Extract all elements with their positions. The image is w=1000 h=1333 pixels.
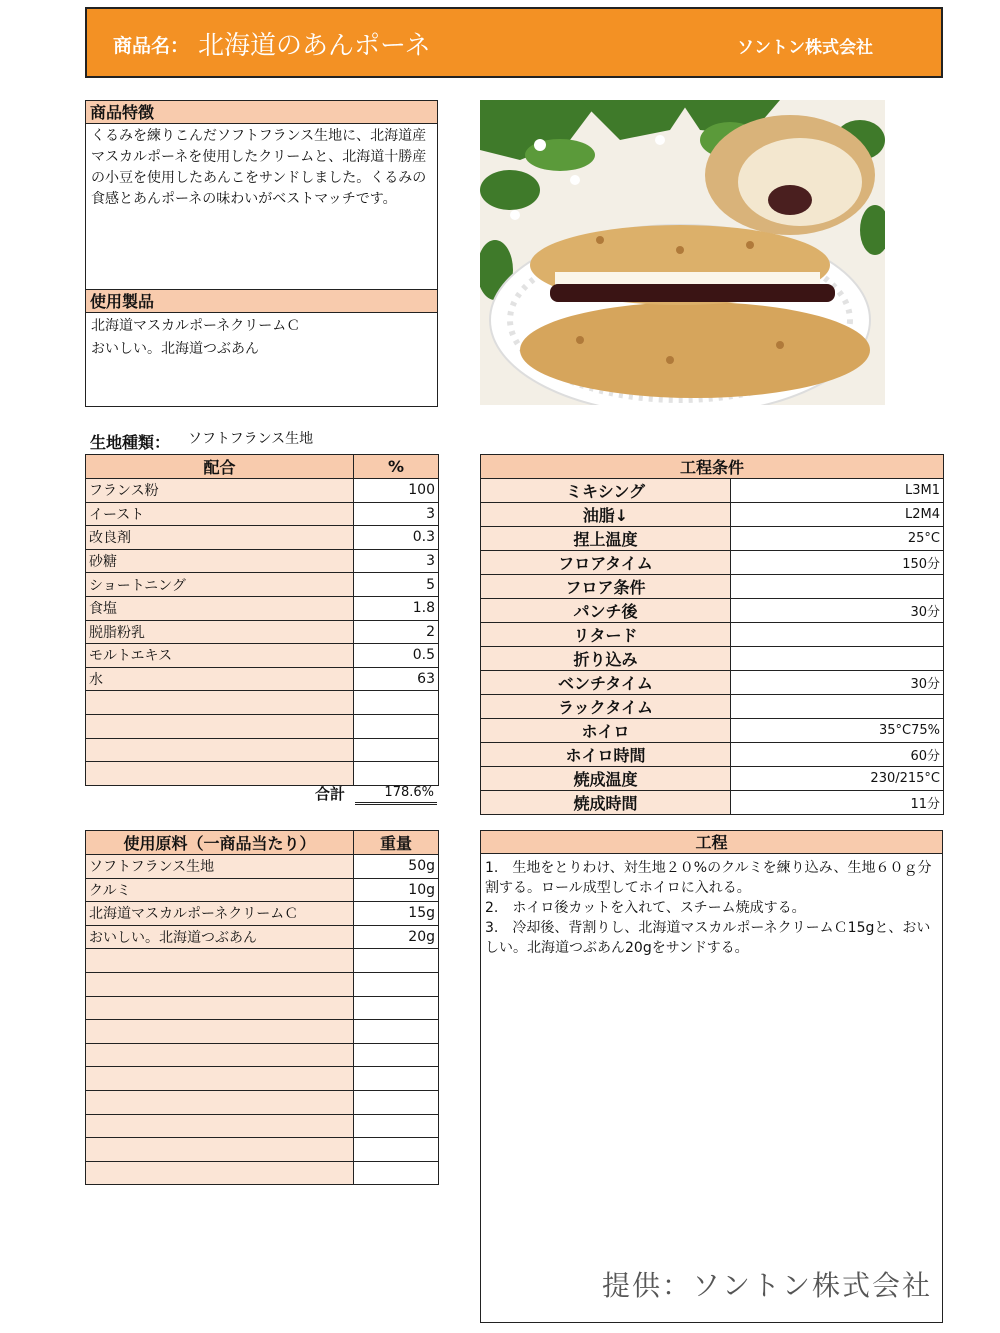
product-photo <box>480 100 885 405</box>
features-box <box>85 100 438 290</box>
ingredient-row-value <box>354 949 439 973</box>
formula-row-name: 砂糖 <box>86 549 354 573</box>
product-name: 北海道のあんポーネ <box>198 31 431 61</box>
features-text: くるみを練りこんだソフトフランス生地に、北海道産マスカルポーネを使用したクリームと、北海道十勝産の小豆を使用したあんこをサンドしました。くるみの食感とあんポーネの味わいがベストマッチです。 <box>91 128 427 207</box>
ingredient-row <box>86 1161 439 1185</box>
formula-row <box>86 620 439 644</box>
formula-total-label: 合計 <box>315 785 346 803</box>
ingredient-row <box>86 996 439 1020</box>
formula-header-percent: % <box>354 455 439 479</box>
formula-row <box>86 502 439 526</box>
process-conditions-header: 工程条件 <box>481 455 944 479</box>
condition-row-value: 230/215°C <box>731 767 944 791</box>
ingredient-row-value: 10g <box>354 878 439 902</box>
condition-row-name: リタード <box>481 623 731 647</box>
condition-row <box>481 719 944 743</box>
process-conditions-table <box>480 454 944 815</box>
condition-row-name: ホイロ時間 <box>481 743 731 767</box>
condition-row-value: L3M1 <box>731 479 944 503</box>
condition-row-name: ラックタイム <box>481 695 731 719</box>
company-name: ソントン株式会社 <box>737 38 873 58</box>
formula-row <box>86 691 439 715</box>
condition-row-name: パンチ後 <box>481 599 731 623</box>
process-heading: 工程 <box>481 831 942 854</box>
ingredient-row <box>86 1138 439 1162</box>
formula-row-name: 改良剤 <box>86 526 354 550</box>
formula-row-value: 1.8 <box>354 596 439 620</box>
ingredient-row-name <box>86 1043 354 1067</box>
condition-row-name: ベンチタイム <box>481 671 731 695</box>
ingredient-row-name <box>86 1161 354 1185</box>
product-used-item: おいしい。北海道つぶあん <box>91 341 259 357</box>
condition-row <box>481 479 944 503</box>
formula-row <box>86 526 439 550</box>
formula-row <box>86 596 439 620</box>
ingredient-row-value: 50g <box>354 855 439 879</box>
formula-row-value: 2 <box>354 620 439 644</box>
condition-row-value: 11分 <box>731 791 944 815</box>
product-name-label: 商品名： <box>113 35 190 57</box>
ingredient-row <box>86 949 439 973</box>
ingredient-row-name <box>86 1020 354 1044</box>
ingredient-row <box>86 902 439 926</box>
formula-header-name: 配合 <box>86 455 354 479</box>
condition-row-value: 30分 <box>731 599 944 623</box>
formula-row-value: 3 <box>354 549 439 573</box>
products-used-box <box>85 289 438 407</box>
condition-row <box>481 695 944 719</box>
ingredients-table <box>85 830 439 1185</box>
ingredient-row-value <box>354 1043 439 1067</box>
ingredient-row-value <box>354 1138 439 1162</box>
condition-row <box>481 743 944 767</box>
ingredient-row <box>86 1043 439 1067</box>
condition-row <box>481 671 944 695</box>
condition-row <box>481 527 944 551</box>
condition-row <box>481 791 944 815</box>
ingredient-row <box>86 1090 439 1114</box>
formula-row <box>86 479 439 503</box>
formula-row-name <box>86 691 354 715</box>
formula-row <box>86 573 439 597</box>
condition-row-value: 25°C <box>731 527 944 551</box>
formula-row <box>86 667 439 691</box>
condition-row-name: フロアタイム <box>481 551 731 575</box>
ingredient-row-value <box>354 1114 439 1138</box>
formula-row-name: フランス粉 <box>86 479 354 503</box>
formula-row <box>86 549 439 573</box>
formula-row-value: 63 <box>354 667 439 691</box>
condition-row-value: L2M4 <box>731 503 944 527</box>
ingredient-row-name <box>86 1138 354 1162</box>
condition-row <box>481 623 944 647</box>
formula-row <box>86 714 439 738</box>
condition-row-value <box>731 623 944 647</box>
features-heading: 商品特徴 <box>86 101 437 124</box>
ingredient-row <box>86 1114 439 1138</box>
ingredient-row-value <box>354 1090 439 1114</box>
ingredient-row-name <box>86 949 354 973</box>
process-step: 3. 冷却後、背割りし、北海道マスカルポーネクリームＣ15gと、おいしい。北海道つぶあん20gをサンドする。 <box>485 920 931 956</box>
ingredient-row-name: クルミ <box>86 878 354 902</box>
condition-row <box>481 503 944 527</box>
ingredient-row <box>86 925 439 949</box>
formula-row-name <box>86 714 354 738</box>
dough-type-value: ソフトフランス生地 <box>188 431 314 447</box>
ingredient-row-name: おいしい。北海道つぶあん <box>86 925 354 949</box>
condition-row-value <box>731 695 944 719</box>
formula-row-value <box>354 714 439 738</box>
formula-row <box>86 762 439 786</box>
condition-row-name: 焼成温度 <box>481 767 731 791</box>
formula-row-name: イースト <box>86 502 354 526</box>
ingredient-row-value: 15g <box>354 902 439 926</box>
condition-row-value <box>731 647 944 671</box>
formula-row <box>86 738 439 762</box>
formula-row-value <box>354 691 439 715</box>
formula-rows <box>86 479 439 786</box>
process-box <box>480 830 943 1323</box>
condition-row-value: 150分 <box>731 551 944 575</box>
condition-row-name: ホイロ <box>481 719 731 743</box>
condition-row-value: 35°C75% <box>731 719 944 743</box>
formula-row-name <box>86 738 354 762</box>
ingredient-row-value <box>354 1067 439 1091</box>
formula-row-value: 100 <box>354 479 439 503</box>
formula-table <box>85 454 439 786</box>
ingredient-row-name <box>86 1067 354 1091</box>
formula-row-name: モルトエキス <box>86 644 354 668</box>
formula-row-name <box>86 762 354 786</box>
ingredient-row <box>86 878 439 902</box>
formula-row-name: 水 <box>86 667 354 691</box>
ingredient-row-value <box>354 996 439 1020</box>
condition-row-value: 30分 <box>731 671 944 695</box>
provided-by: 提供：ソントン株式会社 <box>601 1269 932 1302</box>
formula-row-value: 5 <box>354 573 439 597</box>
ingredient-row <box>86 972 439 996</box>
process-conditions-rows <box>481 479 944 815</box>
products-used-heading: 使用製品 <box>86 290 437 313</box>
ingredient-row-name <box>86 972 354 996</box>
condition-row-name: 油脂↓ <box>481 503 731 527</box>
condition-row-name: フロア条件 <box>481 575 731 599</box>
ingredient-row-name <box>86 996 354 1020</box>
ingredient-row-name <box>86 1114 354 1138</box>
formula-row-name: 食塩 <box>86 596 354 620</box>
formula-total-value: 178.6% <box>355 785 437 805</box>
formula-row-value <box>354 762 439 786</box>
ingredient-row-name: 北海道マスカルポーネクリームＣ <box>86 902 354 926</box>
condition-row <box>481 647 944 671</box>
ingredients-header-weight: 重量 <box>354 831 439 855</box>
condition-row-value <box>731 575 944 599</box>
ingredient-row <box>86 1067 439 1091</box>
process-step: 2. ホイロ後カットを入れて、スチーム焼成する。 <box>485 900 806 916</box>
condition-row <box>481 551 944 575</box>
formula-row-value: 0.3 <box>354 526 439 550</box>
ingredient-row-name: ソフトフランス生地 <box>86 855 354 879</box>
condition-row-name: ミキシング <box>481 479 731 503</box>
product-used-item: 北海道マスカルポーネクリームＣ <box>91 318 301 334</box>
ingredient-row-value: 20g <box>354 925 439 949</box>
header-bar <box>85 7 943 78</box>
process-step: 1. 生地をとりわけ、対生地２０%のクルミを練り込み、生地６０ｇ分割する。ロール成型してホイロに入れる。 <box>485 860 932 896</box>
condition-row-name: 折り込み <box>481 647 731 671</box>
formula-row-value <box>354 738 439 762</box>
ingredients-header-name: 使用原料（一商品当たり） <box>86 831 354 855</box>
condition-row-value: 60分 <box>731 743 944 767</box>
formula-row-name: ショートニング <box>86 573 354 597</box>
ingredient-row <box>86 1020 439 1044</box>
formula-row <box>86 644 439 668</box>
ingredient-row-value <box>354 1161 439 1185</box>
condition-row <box>481 599 944 623</box>
ingredient-row <box>86 855 439 879</box>
ingredient-row-value <box>354 1020 439 1044</box>
ingredient-row-value <box>354 972 439 996</box>
ingredient-row-name <box>86 1090 354 1114</box>
condition-row <box>481 767 944 791</box>
condition-row-name: 焼成時間 <box>481 791 731 815</box>
dough-type-label: 生地種類： <box>90 433 171 452</box>
formula-row-name: 脱脂粉乳 <box>86 620 354 644</box>
ingredients-rows <box>86 855 439 1185</box>
formula-row-value: 3 <box>354 502 439 526</box>
condition-row <box>481 575 944 599</box>
condition-row-name: 捏上温度 <box>481 527 731 551</box>
formula-row-value: 0.5 <box>354 644 439 668</box>
